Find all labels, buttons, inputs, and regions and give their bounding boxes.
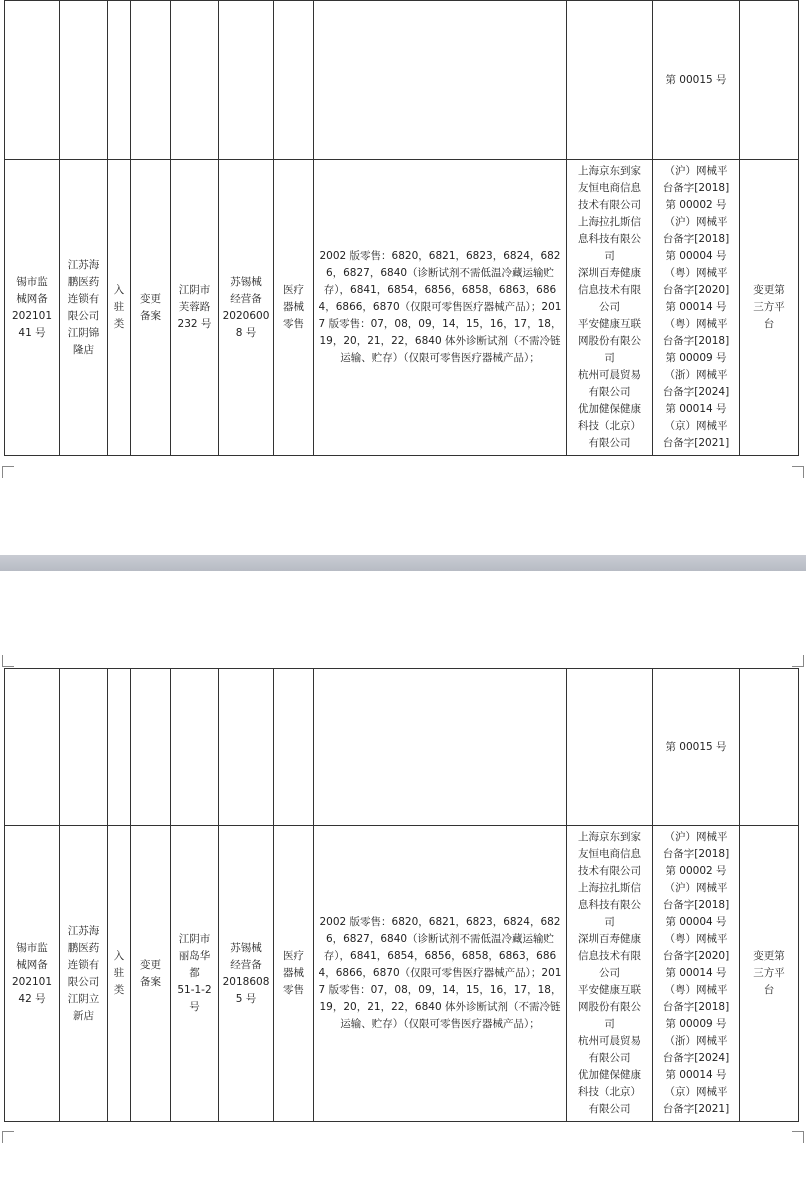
cell-empty bbox=[171, 1, 219, 160]
cell-empty bbox=[314, 1, 567, 160]
cell-line: 零售 bbox=[283, 984, 304, 996]
cell-line: 上海京东到家 bbox=[578, 831, 641, 843]
table-row bbox=[5, 160, 799, 456]
cell-empty bbox=[274, 1, 314, 160]
cell-line: 技术有限公司 bbox=[578, 199, 641, 211]
cell-line: 鹏医药 bbox=[67, 275, 100, 288]
cell-line: （浙）网械平 bbox=[664, 1035, 728, 1047]
cell-line: 有限公司 bbox=[588, 437, 631, 449]
cell-empty bbox=[274, 669, 314, 826]
cell-line: 新店 bbox=[73, 1009, 94, 1022]
cell-line: 丽岛华 bbox=[178, 950, 211, 962]
cell-line: （粤）网械平 bbox=[664, 318, 728, 330]
cell-line: 限公司 bbox=[67, 309, 100, 322]
cell-line: 台备字[2020] bbox=[662, 284, 730, 296]
cell-line: 变更第 bbox=[753, 950, 785, 962]
cell-empty bbox=[567, 1, 653, 160]
cell-line: （沪）网械平 bbox=[664, 216, 728, 228]
cell-line: 第 00014 号 bbox=[665, 301, 727, 313]
cell-line: 变更 bbox=[140, 958, 161, 971]
cell-line: （粤）网械平 bbox=[664, 933, 728, 945]
cell-line: （京）网械平 bbox=[664, 420, 728, 432]
cell-line: 备案 bbox=[140, 975, 161, 988]
cell-line: 江苏海 bbox=[67, 258, 100, 271]
cell-line: 驻 bbox=[113, 967, 125, 979]
cell-line: 三方平 bbox=[753, 967, 785, 979]
cell-line: 江苏海 bbox=[67, 924, 100, 937]
cell-line: 5 号 bbox=[235, 992, 257, 1005]
cell-line: 第 00002 号 bbox=[665, 199, 727, 211]
cell-line: 限公司 bbox=[67, 975, 100, 988]
cell-line: 台备字[2018] bbox=[662, 1001, 730, 1013]
cell-line: 锡市监 bbox=[16, 275, 48, 288]
cell-line: 鹏医药 bbox=[67, 941, 100, 954]
cell-line: 零售 bbox=[283, 318, 304, 330]
cell-record-no bbox=[5, 826, 60, 1122]
cell-line: 变更 bbox=[140, 292, 161, 305]
cell-line: 司 bbox=[604, 352, 615, 364]
cell-line: 技术有限公司 bbox=[578, 865, 641, 877]
cell-line: 号 bbox=[189, 1001, 200, 1013]
cell-platforms bbox=[567, 826, 653, 1122]
cell-line: 经营备 bbox=[230, 958, 262, 971]
cell-empty bbox=[219, 669, 274, 826]
cell-empty bbox=[5, 669, 60, 826]
cell-scope: 2002 版零售：6820，6821，6823，6824，6826，6827，6840（诊断试剂不需低温冷藏运输贮存），6841，6854，6856，6858，6863，6864，6866，6870（仅限可零售医疗器械产品）；2017 版零售：07，08，09，14，15，16，17，18，19，20，21，22，6840 体外诊断试剂（不需冷链运输、贮存）（仅限可零售医疗器械产品）； bbox=[314, 160, 567, 456]
cell-line: 202101 bbox=[11, 975, 53, 988]
cell-remark bbox=[740, 826, 799, 1122]
cell-line: 变更第 bbox=[753, 284, 785, 296]
cell-line: 8 号 bbox=[235, 326, 257, 339]
cell-line: 第 00009 号 bbox=[665, 1018, 727, 1030]
cell-line: 科技（北京） bbox=[578, 420, 641, 432]
cell-line: 入 bbox=[113, 950, 125, 962]
crop-mark bbox=[2, 1131, 14, 1143]
cell-line: 上海京东到家 bbox=[578, 165, 641, 177]
cell-line: 平安健康互联 bbox=[578, 318, 641, 330]
record-table bbox=[4, 0, 799, 456]
document-page-2 bbox=[4, 668, 798, 1128]
cell-line: 台备字[2018] bbox=[662, 899, 730, 911]
cell-empty bbox=[314, 669, 567, 826]
cell-line: （沪）网械平 bbox=[664, 165, 728, 177]
cell-empty bbox=[567, 669, 653, 826]
cell-line: 优加健保健康 bbox=[578, 403, 641, 415]
cell-address bbox=[171, 826, 219, 1122]
cell-category bbox=[108, 826, 131, 1122]
cell-line: 42 号 bbox=[18, 992, 46, 1005]
crop-mark bbox=[792, 466, 804, 478]
cell-line: 息科技有限公 bbox=[578, 233, 641, 245]
crop-mark bbox=[2, 466, 14, 478]
cell-line: 深圳百寿健康 bbox=[578, 267, 641, 279]
cell-line: 平安健康互联 bbox=[578, 984, 641, 996]
cell-line: 经营备 bbox=[230, 292, 262, 305]
cell-line: 第 00014 号 bbox=[665, 1069, 727, 1081]
cell-empty bbox=[131, 1, 171, 160]
cell-line: 第 00004 号 bbox=[665, 916, 727, 928]
cell-empty bbox=[171, 669, 219, 826]
cell-line: 械网备 bbox=[16, 292, 48, 305]
cell-company bbox=[60, 826, 108, 1122]
cell-line: 息科技有限公 bbox=[578, 899, 641, 911]
cell-line: 台备字[2024] bbox=[662, 386, 730, 398]
cell-line: 江阴市 bbox=[178, 284, 211, 296]
cell-record-no bbox=[5, 160, 60, 456]
cell-line: 台备字[2018] bbox=[662, 233, 730, 245]
cell-scope: 2002 版零售：6820，6821，6823，6824，6826，6827，6840（诊断试剂不需低温冷藏运输贮存），6841，6854，6856，6858，6863，6864，6866，6870（仅限可零售医疗器械产品）；2017 版零售：07，08，09，14，15，16，17，18，19，20，21，22，6840 体外诊断试剂（不需冷链运输、贮存）（仅限可零售医疗器械产品）； bbox=[314, 826, 567, 1122]
cell-line: 台备字[2021] bbox=[662, 437, 730, 449]
cell-line: 公司 bbox=[599, 301, 620, 313]
cell-empty bbox=[60, 669, 108, 826]
cell-line: 信息技术有限 bbox=[578, 284, 641, 296]
cell-line: 台备字[2020] bbox=[662, 950, 730, 962]
cell-line: 202101 bbox=[11, 309, 53, 322]
cell-line: 芙蓉路 bbox=[178, 301, 211, 313]
cell-line: 优加健保健康 bbox=[578, 1069, 641, 1081]
document-page-1 bbox=[4, 0, 798, 470]
cell-line: 连锁有 bbox=[67, 958, 100, 971]
cell-line: 网股份有限公 bbox=[578, 1001, 641, 1013]
cell-line: 台备字[2021] bbox=[662, 1103, 730, 1115]
table-row-continued bbox=[5, 669, 799, 826]
cell-cert-fragment: 第 00015 号 bbox=[653, 1, 740, 160]
cell-category bbox=[108, 160, 131, 456]
cell-line: 杭州可晨贸易 bbox=[578, 369, 641, 381]
cell-remark bbox=[740, 160, 799, 456]
cell-license bbox=[219, 160, 274, 456]
cell-line: 台备字[2018] bbox=[662, 848, 730, 860]
crop-mark bbox=[792, 655, 804, 667]
cell-line: 器械 bbox=[283, 301, 304, 313]
cell-line: 司 bbox=[604, 250, 615, 262]
cell-line: 入 bbox=[113, 284, 125, 296]
cell-line: 台备字[2018] bbox=[662, 335, 730, 347]
cell-line: 杭州可晨贸易 bbox=[578, 1035, 641, 1047]
crop-mark bbox=[2, 655, 14, 667]
cell-line: 苏锡械 bbox=[230, 275, 262, 288]
cell-line: （粤）网械平 bbox=[664, 984, 728, 996]
cell-line: 有限公司 bbox=[588, 1052, 631, 1064]
cell-line: 2020600 bbox=[222, 309, 270, 322]
cell-line: 隆店 bbox=[73, 343, 94, 356]
cell-line: （沪）网械平 bbox=[664, 831, 728, 843]
cell-line: （浙）网械平 bbox=[664, 369, 728, 381]
cell-line: 2018608 bbox=[222, 975, 270, 988]
cell-line: 第 00014 号 bbox=[665, 967, 727, 979]
cell-line: 友恒电商信息 bbox=[578, 182, 641, 194]
cell-empty bbox=[740, 1, 799, 160]
cell-empty bbox=[740, 669, 799, 826]
cell-line: （京）网械平 bbox=[664, 1086, 728, 1098]
cell-business bbox=[274, 160, 314, 456]
cell-platforms bbox=[567, 160, 653, 456]
cell-cert-fragment: 第 00015 号 bbox=[653, 669, 740, 826]
cell-address bbox=[171, 160, 219, 456]
cell-line: 医疗 bbox=[283, 284, 304, 296]
cell-line: 台 bbox=[763, 318, 775, 330]
cell-line: 锡市监 bbox=[16, 941, 48, 954]
cell-line: 友恒电商信息 bbox=[578, 848, 641, 860]
cell-empty bbox=[60, 1, 108, 160]
page-separator bbox=[0, 555, 806, 571]
cell-line: 器械 bbox=[283, 967, 304, 979]
cell-line: 232 号 bbox=[177, 318, 212, 330]
cell-line: 江阴市 bbox=[178, 933, 211, 945]
cell-line: （沪）网械平 bbox=[664, 882, 728, 894]
cell-line: 第 00014 号 bbox=[665, 403, 727, 415]
cell-line: 台备字[2018] bbox=[662, 182, 730, 194]
cell-line: 类 bbox=[113, 318, 125, 330]
cell-empty bbox=[5, 1, 60, 160]
cell-empty bbox=[131, 669, 171, 826]
cell-platform-certs bbox=[653, 160, 740, 456]
cell-line: 驻 bbox=[113, 301, 125, 313]
cell-line: 有限公司 bbox=[588, 1103, 631, 1115]
cell-platform-certs bbox=[653, 826, 740, 1122]
cell-change-type bbox=[131, 160, 171, 456]
cell-line: 第 00009 号 bbox=[665, 352, 727, 364]
cell-line: 台 bbox=[763, 984, 775, 996]
cell-business bbox=[274, 826, 314, 1122]
cell-empty bbox=[108, 1, 131, 160]
cell-line: 有限公司 bbox=[588, 386, 631, 398]
cell-line: 江阴立 bbox=[67, 992, 100, 1005]
cell-line: 江阴锦 bbox=[67, 326, 100, 339]
cell-line: 医疗 bbox=[283, 950, 304, 962]
cell-line: 苏锡械 bbox=[230, 941, 262, 954]
cell-company bbox=[60, 160, 108, 456]
table-row-continued bbox=[5, 1, 799, 160]
cell-line: 都 bbox=[189, 967, 200, 979]
cell-line: 第 00004 号 bbox=[665, 250, 727, 262]
cell-line: 信息技术有限 bbox=[578, 950, 641, 962]
cell-line: 网股份有限公 bbox=[578, 335, 641, 347]
cell-line: 深圳百寿健康 bbox=[578, 933, 641, 945]
cell-line: 公司 bbox=[599, 967, 620, 979]
cell-line: 备案 bbox=[140, 309, 161, 322]
cell-line: （粤）网械平 bbox=[664, 267, 728, 279]
cell-line: 上海拉扎斯信 bbox=[578, 882, 641, 894]
cell-line: 三方平 bbox=[753, 301, 785, 313]
cell-line: 连锁有 bbox=[67, 292, 100, 305]
cell-line: 51-1-2 bbox=[177, 984, 212, 996]
cell-line: 司 bbox=[604, 916, 615, 928]
cell-line: 41 号 bbox=[18, 326, 46, 339]
table-row bbox=[5, 826, 799, 1122]
cell-change-type bbox=[131, 826, 171, 1122]
cell-line: 司 bbox=[604, 1018, 615, 1030]
cell-empty bbox=[108, 669, 131, 826]
cell-line: 类 bbox=[113, 984, 125, 996]
crop-mark bbox=[792, 1131, 804, 1143]
cell-line: 械网备 bbox=[16, 958, 48, 971]
cell-line: 第 00002 号 bbox=[665, 865, 727, 877]
cell-line: 科技（北京） bbox=[578, 1086, 641, 1098]
cell-empty bbox=[219, 1, 274, 160]
cell-line: 台备字[2024] bbox=[662, 1052, 730, 1064]
record-table bbox=[4, 668, 799, 1122]
cell-license bbox=[219, 826, 274, 1122]
cell-line: 上海拉扎斯信 bbox=[578, 216, 641, 228]
